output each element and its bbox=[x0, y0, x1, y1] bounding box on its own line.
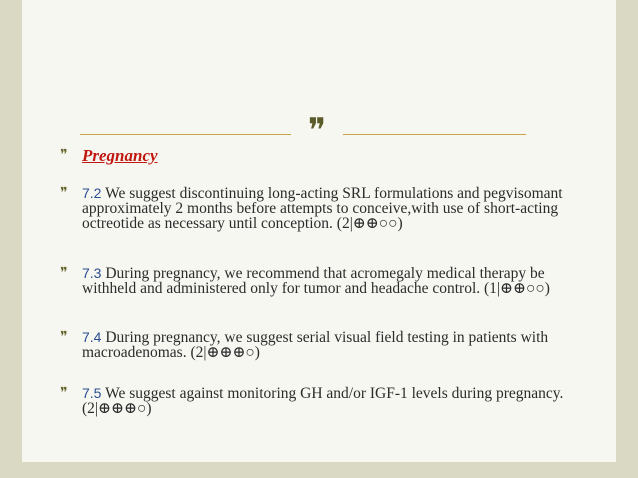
bullet-icon: ❞ bbox=[60, 329, 68, 345]
bullet-icon: ❞ bbox=[60, 265, 68, 281]
section-heading: Pregnancy bbox=[82, 146, 158, 165]
list-item bbox=[60, 186, 580, 231]
recommendation-number: 7.4 bbox=[82, 329, 102, 345]
list-item bbox=[60, 386, 580, 416]
recommendation-number: 7.2 bbox=[82, 185, 102, 201]
recommendation-text: During pregnancy, we suggest serial visual field testing in patients with macroadenomas. (2|⊕⊕⊕○) bbox=[82, 329, 549, 361]
bullet-icon: ❞ bbox=[60, 385, 68, 401]
bullet-icon: ❞ bbox=[60, 185, 68, 201]
heading-bullet bbox=[60, 148, 580, 164]
recommendation-number: 7.5 bbox=[82, 385, 102, 401]
recommendation-text: We suggest against monitoring GH and/or IGF-1 levels during pregnancy. (2|⊕⊕⊕○) bbox=[82, 385, 564, 417]
ornament-icon: ❞ bbox=[291, 112, 343, 152]
list-item bbox=[60, 266, 580, 296]
recommendation-text: During pregnancy, we recommend that acromegaly medical therapy be withheld and administered only for tumor and headache control. (1|⊕⊕○○) bbox=[82, 265, 550, 297]
recommendation-text: We suggest discontinuing long-acting SRL formulations and pegvisomant approximately 2 months before attempts to conceive,with use of short-acting octreotide as necessary until conception. (2|⊕⊕○○) bbox=[82, 185, 563, 232]
recommendation-number: 7.3 bbox=[82, 265, 102, 281]
bullet-icon: ❞ bbox=[60, 147, 68, 163]
list-item bbox=[60, 330, 580, 360]
